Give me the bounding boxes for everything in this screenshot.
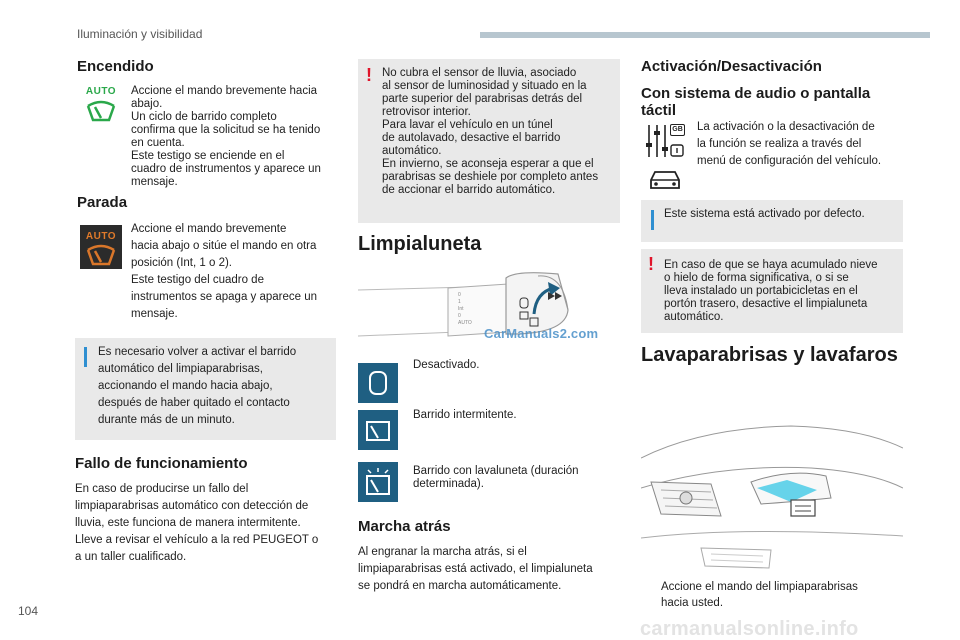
limpialuneta-title: Limpialuneta <box>358 233 482 255</box>
page-number: 104 <box>18 604 39 618</box>
info-marker <box>84 347 87 367</box>
stalk-markings: 0 1 Int 0 AUTO <box>458 292 472 326</box>
watermark-text: CarManuals2.com <box>484 326 599 341</box>
car-front-illustration <box>641 398 903 574</box>
footer-url[interactable]: carmanualsonline.info <box>640 618 859 640</box>
section-header: Iluminación y visibilidad <box>77 27 203 41</box>
activacion-text: La activación o la desactivación de la función se realiza a través del menú de configuración del vehículo. <box>697 121 882 167</box>
encendido-title: Encendido <box>77 58 154 75</box>
info-default-text: Este sistema está activado por defecto. <box>664 208 865 220</box>
auto-wiper-icon <box>81 86 121 124</box>
vehicle-icon <box>647 168 683 192</box>
mode-off-text: Desactivado. <box>413 359 480 371</box>
info-reactivation-text: Es necesario volver a activar el barrido automático del limpiaparabrisas, accionando el mando hacia abajo, después de haber quitado el contacto durante más de un minuto. <box>98 346 297 426</box>
lavaparabrisas-text: Accione el mando del limpiaparabrisas hacia usted. <box>661 581 858 609</box>
warning-mark: ! <box>366 65 372 85</box>
header-rule <box>480 32 930 38</box>
lang-badge: GB <box>670 124 685 136</box>
rear-wiper-stalk-illustration <box>358 270 620 352</box>
activacion-title: Activación/Desactivación <box>641 58 822 75</box>
info-marker-default <box>651 210 654 230</box>
warning-snow-text: En caso de que se haya acumulado nieve o hielo de forma significativa, o si se lleva instalado un portabicicletas en el portón trasero, desactive el limpialuneta automático. <box>664 259 878 323</box>
auto-wiper-off-icon <box>80 225 122 269</box>
auto-wiper-off-label: AUTO <box>85 231 117 242</box>
audio-screen-subtitle: Con sistema de audio o pantalla táctil <box>641 85 871 119</box>
rear-wiper-off-icon <box>358 363 398 403</box>
warning-sensor-text: No cubra el sensor de lluvia, asociado al sensor de luminosidad y situado en la parte superior del parabrisas detrás del retrovisor interior. Para lavar el vehículo en un túnel de autolavado, desactive el barrido automático. En invierno, se aconseja esperar a que el parabrisas se deshiele por completo antes de accionar el barrido automático. <box>382 67 599 196</box>
fallo-title: Fallo de funcionamiento <box>75 455 248 472</box>
info-box-default <box>641 200 903 242</box>
parada-title: Parada <box>77 194 128 211</box>
mode-washer-text: Barrido con lavaluneta (duración determinada). <box>413 465 579 490</box>
marcha-text: Al engranar la marcha atrás, si el limpiaparabrisas está activado, el limpialuneta se pondrá en marcha automáticamente. <box>358 546 593 592</box>
lavaparabrisas-title: Lavaparabrisas y lavafaros <box>641 344 898 366</box>
settings-sliders-icon <box>644 123 688 159</box>
rear-wiper-washer-icon <box>358 462 398 502</box>
warning-mark-snow: ! <box>648 254 654 274</box>
parada-text: Accione el mando brevemente hacia abajo o sitúe el mando en otra posición (Int, 1 o 2). Este testigo del cuadro de instrumentos se apaga y aparece un mensaje. <box>131 223 318 320</box>
marcha-title: Marcha atrás <box>358 518 451 535</box>
auto-wiper-label: AUTO <box>85 86 117 97</box>
fallo-text: En caso de producirse un fallo del limpiaparabrisas automático con detección de lluvia, este funciona de manera intermitente. Lleve a revisar el vehículo a la red PEUGEOT o a un taller cualificado. <box>75 483 319 563</box>
rear-wiper-intermittent-icon <box>358 410 398 450</box>
encendido-text: Accione el mando brevemente hacia abajo. Un ciclo de barrido completo confirma que la solicitud se ha tenido en cuenta. Este testigo se enciende en el cuadro de instrumentos y aparece un mensaje. <box>131 85 321 188</box>
mode-intermittent-text: Barrido intermitente. <box>413 409 517 421</box>
